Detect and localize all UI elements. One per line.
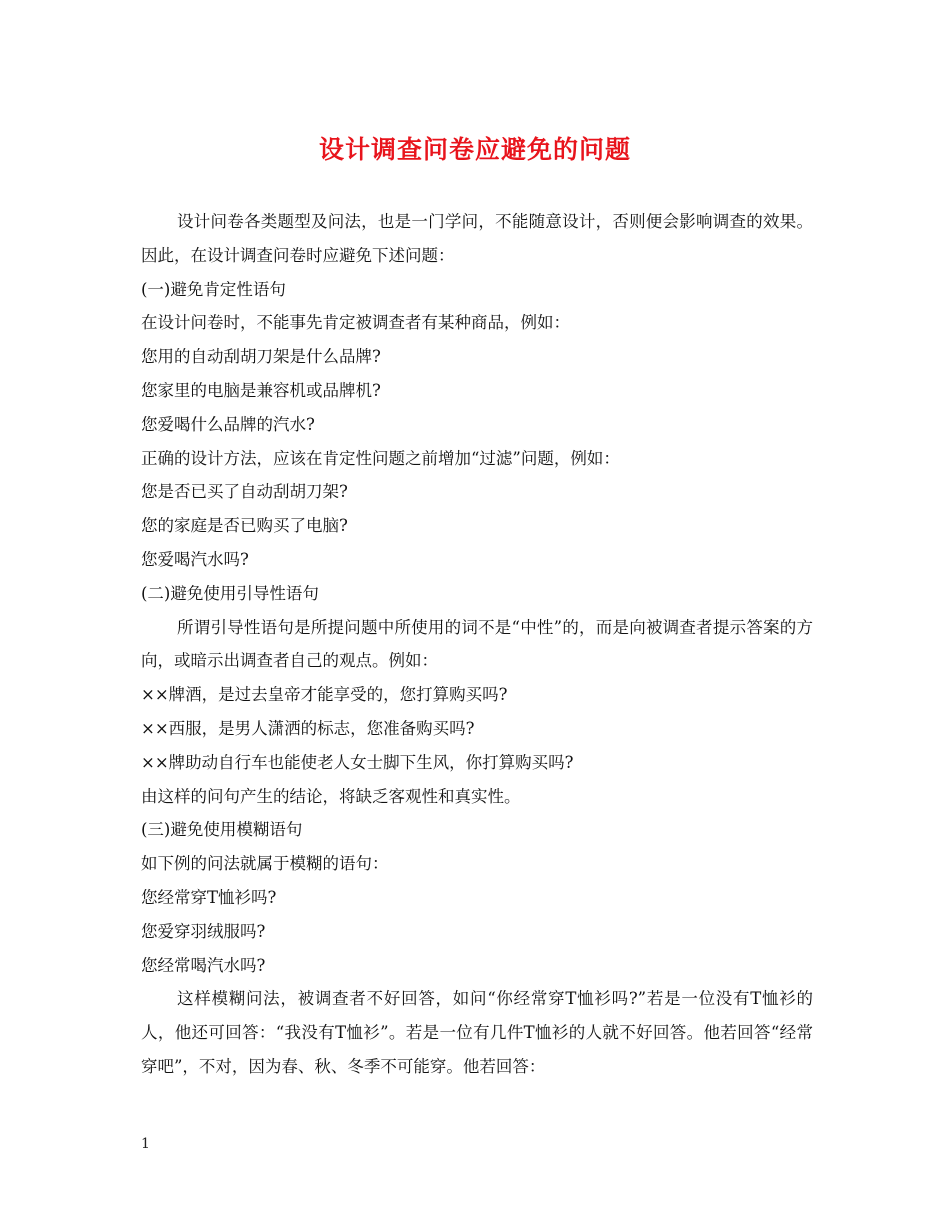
document-title: 设计调查问卷应避免的问题 bbox=[318, 135, 631, 164]
example-question: 您用的自动刮胡刀架是什么品牌? bbox=[141, 347, 381, 367]
example-question: 您爱穿羽绒服吗? bbox=[141, 921, 266, 941]
section2-lead: 所谓引导性语句是所提问题中所使用的词不是“中性”的，而是向被调查者提示答案的方向，或暗示出调查者自己的观点。例如： bbox=[141, 617, 813, 671]
section3-discussion: 这样模糊问法，被调查者不好回答，如问“你经常穿T恤衫吗?”若是一位没有T恤衫的人，他还可回答：“我没有T恤衫”。若是一位有几件T恤衫的人就不好回答。他若回答“经常穿吧”，不对，因为春、秋、冬季不可能穿。他若回答： bbox=[141, 989, 813, 1076]
example-question: 您爱喝什么品牌的汽水? bbox=[141, 414, 315, 434]
intro-paragraph: 设计问卷各类题型及问法，也是一门学问，不能随意设计，否则便会影响调查的效果。因此，在设计调查问卷时应避免下述问题： bbox=[141, 212, 813, 265]
example-question: 您经常喝汽水吗? bbox=[141, 955, 266, 975]
filter-question: 您的家庭是否已购买了电脑? bbox=[141, 516, 348, 536]
example-question: ××牌助动自行车也能使老人女士脚下生风，你打算购买吗? bbox=[141, 752, 574, 772]
section-heading-1: (一)避免肯定性语句 bbox=[141, 279, 286, 299]
section-heading-3: (三)避免使用模糊语句 bbox=[141, 820, 303, 840]
example-question: ××牌酒，是过去皇帝才能享受的，您打算购买吗? bbox=[141, 685, 508, 705]
section-heading-2: (二)避免使用引导性语句 bbox=[141, 583, 319, 603]
section1-lead: 在设计问卷时，不能事先肯定被调查者有某种商品，例如： bbox=[141, 313, 570, 333]
page-number: 1 bbox=[141, 1136, 150, 1152]
example-question: ××西服，是男人潇洒的标志，您准备购买吗? bbox=[141, 718, 475, 738]
example-question: 您经常穿T恤衫吗? bbox=[141, 887, 277, 907]
section2-conclusion: 由这样的问句产生的结论，将缺乏客观性和真实性。 bbox=[141, 786, 521, 806]
document-body bbox=[141, 205, 813, 1084]
filter-question: 您爱喝汽水吗? bbox=[141, 549, 249, 569]
section1-fix: 正确的设计方法，应该在肯定性问题之前增加“过滤”问题，例如： bbox=[141, 448, 620, 468]
filter-question: 您是否已买了自动刮胡刀架? bbox=[141, 482, 348, 502]
section3-lead: 如下例的问法就属于模糊的语句： bbox=[141, 854, 389, 874]
example-question: 您家里的电脑是兼容机或品牌机? bbox=[141, 380, 381, 400]
